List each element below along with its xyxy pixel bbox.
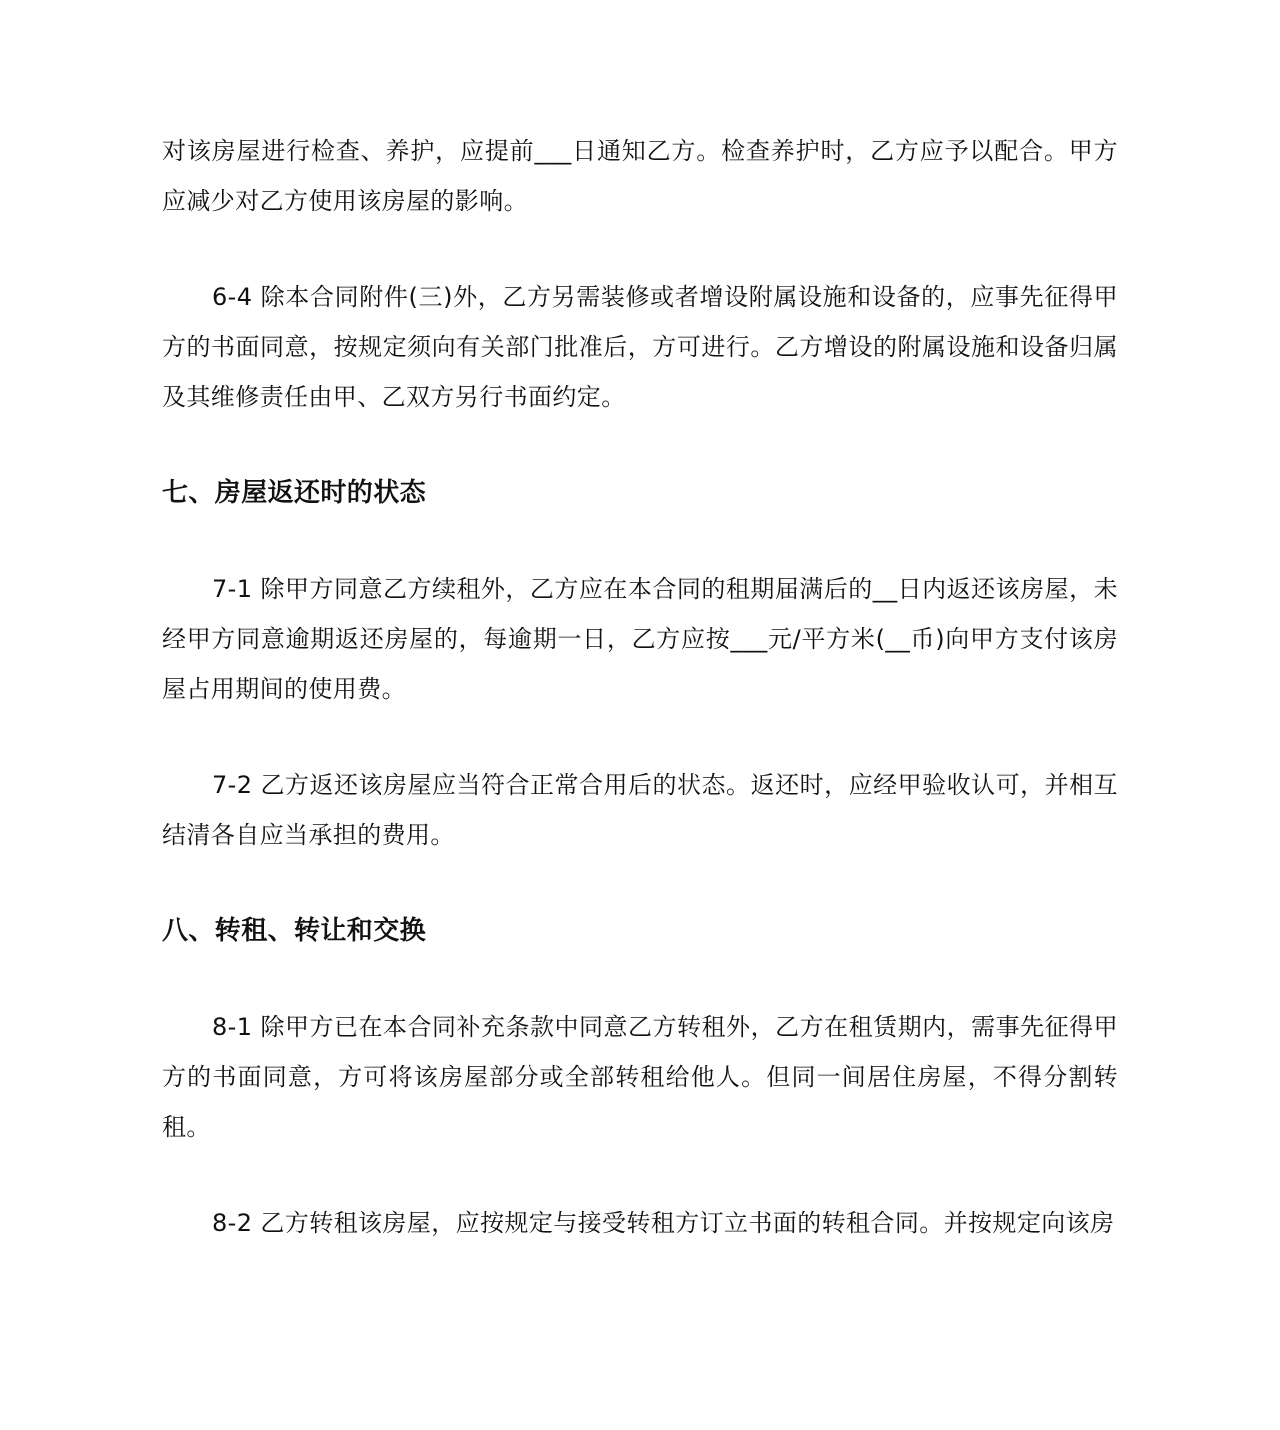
paragraph-7-2: 7-2 乙方返还该房屋应当符合正常合用后的状态。返还时，应经甲验收认可，并相互结清各自应当承担的费用。 <box>162 771 1118 849</box>
document-page <box>162 126 1118 1248</box>
paragraph-8-1: 8-1 除甲方已在本合同补充条款中同意乙方转租外，乙方在租赁期内，需事先征得甲方的书面同意，方可将该房屋部分或全部转租给他人。但同一间居住房屋，不得分割转租。 <box>162 1013 1118 1141</box>
section-heading-7: 七、房屋返还时的状态 <box>162 478 427 508</box>
paragraph-8-2: 8-2 乙方转租该房屋，应按规定与接受转租方订立书面的转租合同。并按规定向该房 <box>212 1209 1115 1237</box>
paragraph-6-4: 6-4 除本合同附件(三)外，乙方另需装修或者增设附属设施和设备的，应事先征得甲方的书面同意，按规定须向有关部门批准后，方可进行。乙方增设的附属设施和设备归属及其维修责任由甲、乙双方另行书面约定。 <box>162 283 1118 411</box>
paragraph-6-3-continued: 对该房屋进行检查、养护，应提前___日通知乙方。检查养护时，乙方应予以配合。甲方应减少对乙方使用该房屋的影响。 <box>162 137 1118 215</box>
section-heading-8: 八、转租、转让和交换 <box>162 916 427 946</box>
paragraph-7-1: 7-1 除甲方同意乙方续租外，乙方应在本合同的租期届满后的__日内返还该房屋，未经甲方同意逾期返还房屋的，每逾期一日，乙方应按___元/平方米(__币)向甲方支付该房屋占用期间的使用费。 <box>162 575 1118 703</box>
